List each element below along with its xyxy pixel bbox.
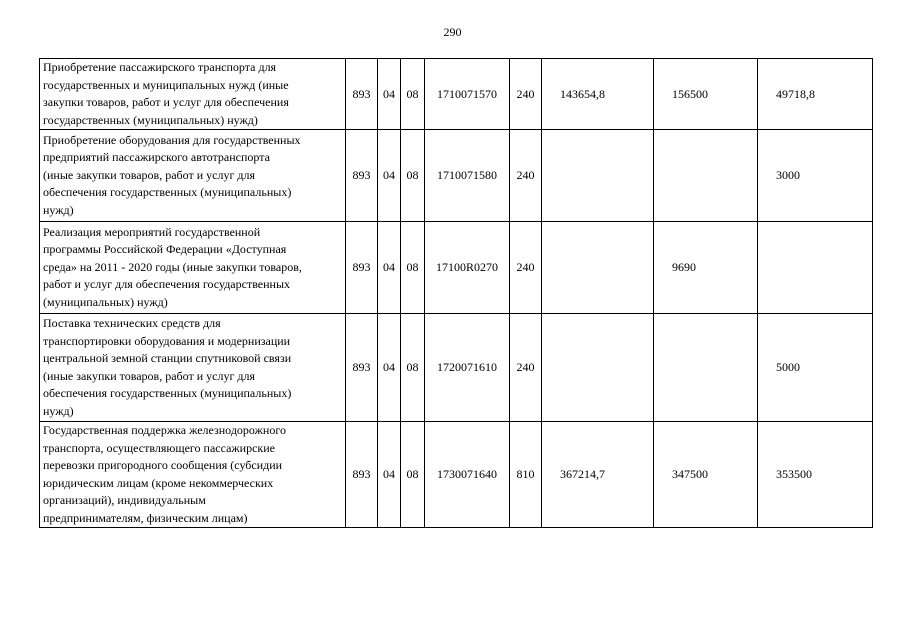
- table-body: [40, 59, 873, 528]
- amount-cell-3: [758, 422, 873, 528]
- amount-value: 49718,8: [776, 86, 815, 101]
- description-line: Поставка технических средств для: [43, 316, 221, 330]
- section-code-cell: 04: [378, 130, 401, 222]
- amount-cell-3: [758, 59, 873, 130]
- description-line: работ и услуг для обеспечения государственных: [43, 277, 291, 292]
- table-row: [40, 422, 873, 528]
- row-description: [40, 130, 346, 222]
- target-article-cell: 17100R0270: [425, 222, 510, 314]
- amount-cell-1: [542, 422, 654, 528]
- target-article-cell: 1710071580: [425, 130, 510, 222]
- description-line: перевозки пригородного сообщения (субсидии: [43, 458, 283, 472]
- description-line: государственных (муниципальных) нужд): [43, 112, 258, 127]
- section-code-cell: 04: [378, 422, 401, 528]
- amount-cell-3: [758, 222, 873, 314]
- description-line: среда» на 2011 - 2020 годы (иные закупки товаров,: [43, 259, 302, 274]
- description-line: нужд): [43, 403, 74, 418]
- expense-type-cell: 240: [510, 222, 542, 314]
- expense-type-cell: 240: [510, 59, 542, 130]
- amount-value: 5000: [776, 360, 800, 374]
- table-row: [40, 222, 873, 314]
- amount-value: 3000: [776, 168, 800, 182]
- description-line: центральной земной станции спутниковой связи: [43, 351, 292, 365]
- description-line: транспорта, осуществляющего пассажирские: [43, 440, 276, 455]
- table-row: [40, 59, 873, 130]
- amount-cell-1: [542, 59, 654, 130]
- page-number: 290: [443, 25, 462, 39]
- description-line: (иные закупки товаров, работ и услуг для: [43, 167, 256, 182]
- description-line: обеспечения государственных (муниципальных): [43, 185, 292, 200]
- expense-type-cell: 240: [510, 314, 542, 422]
- description-line: юридическим лицам (кроме некоммерческих: [43, 475, 274, 490]
- expense-type-cell: 810: [510, 422, 542, 528]
- amount-cell-3: [758, 314, 873, 422]
- amount-value: 367214,7: [560, 467, 605, 481]
- amount-cell-2: [654, 222, 758, 314]
- subsection-code-cell: 08: [401, 59, 425, 130]
- subsection-code-cell: 08: [401, 314, 425, 422]
- row-description: [40, 59, 346, 130]
- amount-value: 347500: [672, 467, 708, 481]
- amount-value: 143654,8: [560, 86, 605, 101]
- description-line: государственных и муниципальных нужд (иные: [43, 77, 289, 92]
- amount-cell-2: [654, 422, 758, 528]
- description-line: Государственная поддержка железнодорожного: [43, 423, 286, 437]
- amount-value: 156500: [672, 86, 708, 101]
- subsection-code-cell: 08: [401, 222, 425, 314]
- row-description: [40, 314, 346, 422]
- section-code-cell: 04: [378, 222, 401, 314]
- row-description: [40, 222, 346, 314]
- amount-cell-2: [654, 59, 758, 130]
- description-line: (иные закупки товаров, работ и услуг для: [43, 368, 256, 383]
- description-line: (муниципальных) нужд): [43, 294, 168, 309]
- description-line: обеспечения государственных (муниципальных): [43, 386, 292, 400]
- target-article-cell: 1730071640: [425, 422, 510, 528]
- description-line: Реализация мероприятий государственной: [43, 224, 261, 239]
- amount-value: 9690: [672, 260, 696, 274]
- description-line: нужд): [43, 202, 74, 217]
- amount-cell-1: [542, 314, 654, 422]
- ministry-code-cell: 893: [346, 222, 378, 314]
- description-line: Приобретение оборудования для государственных: [43, 132, 301, 147]
- amount-cell-1: [542, 130, 654, 222]
- amount-cell-2: [654, 314, 758, 422]
- table-row: [40, 130, 873, 222]
- ministry-code-cell: 893: [346, 130, 378, 222]
- description-line: предпринимателям, физическим лицам): [43, 510, 248, 525]
- description-line: предприятий пассажирского автотранспорта: [43, 150, 270, 165]
- description-line: транспортировки оборудования и модернизации: [43, 333, 291, 348]
- subsection-code-cell: 08: [401, 130, 425, 222]
- target-article-cell: 1710071570: [425, 59, 510, 130]
- budget-table: [39, 58, 873, 528]
- section-code-cell: 04: [378, 314, 401, 422]
- target-article-cell: 1720071610: [425, 314, 510, 422]
- description-line: закупки товаров, работ и услуг для обеспечения: [43, 95, 289, 109]
- expense-type-cell: 240: [510, 130, 542, 222]
- amount-cell-3: [758, 130, 873, 222]
- ministry-code-cell: 893: [346, 422, 378, 528]
- description-line: Приобретение пассажирского транспорта для: [43, 60, 277, 74]
- amount-value: 353500: [776, 467, 812, 481]
- section-code-cell: 04: [378, 59, 401, 130]
- description-line: программы Российской Федерации «Доступная: [43, 242, 287, 257]
- ministry-code-cell: 893: [346, 59, 378, 130]
- amount-cell-2: [654, 130, 758, 222]
- table-row: [40, 314, 873, 422]
- ministry-code-cell: 893: [346, 314, 378, 422]
- description-line: организаций), индивидуальным: [43, 493, 206, 507]
- row-description: [40, 422, 346, 528]
- subsection-code-cell: 08: [401, 422, 425, 528]
- amount-cell-1: [542, 222, 654, 314]
